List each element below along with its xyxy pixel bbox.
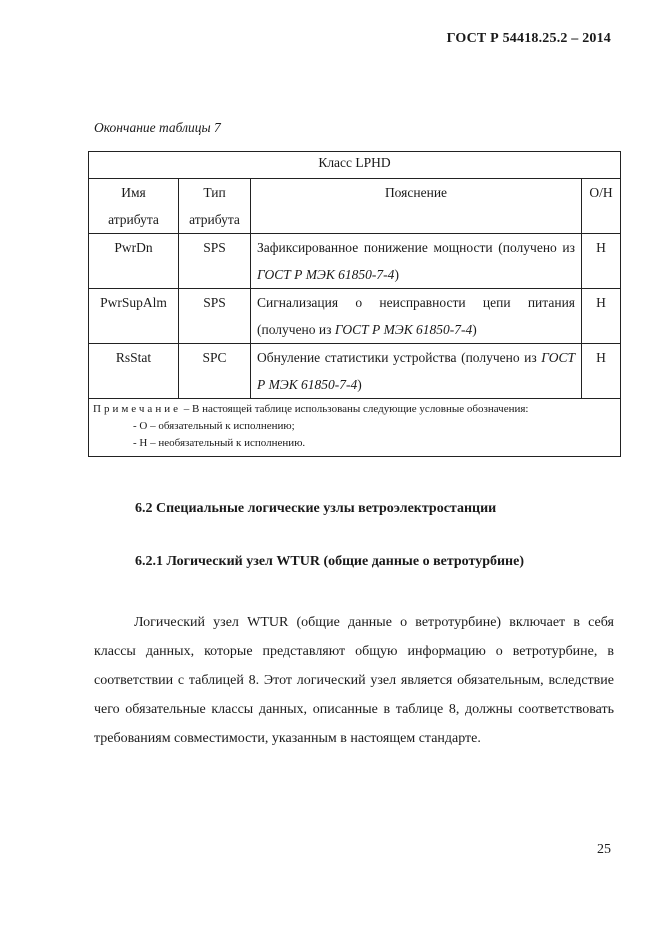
col-header-type: Тип атрибута [179, 179, 251, 234]
note-text: – В настоящей таблице использованы следующие условные обозначения: [180, 403, 529, 415]
cell-desc: Зафиксированное понижение мощности (получено из ГОСТ Р МЭК 61850-7-4) [251, 234, 582, 289]
table-class-row [89, 152, 621, 179]
attributes-table [88, 151, 621, 457]
cell-name: PwrDn [89, 234, 179, 289]
col-header-desc: Пояснение [251, 179, 582, 234]
table-caption: Окончание таблицы 7 [94, 120, 221, 135]
note-item: - О – обязательный к исполнению; [133, 420, 295, 432]
section-heading: 6.2 Специальные логические узлы ветроэлектростанции [135, 501, 497, 516]
note-item: - Н – необязательный к исполнению. [133, 437, 306, 449]
note-label: Примечание [93, 403, 181, 415]
cell-mo: Н [582, 344, 621, 399]
page-number: 25 [597, 842, 611, 857]
document-header: ГОСТ Р 54418.25.2 – 2014 [446, 31, 611, 46]
body-paragraph: Логический узел WTUR (общие данные о ветротурбине) включает в себя классы данных, которые представляют общую информацию о ветротурбине, в соответствии с таблицей 8. Этот логический узел является обязательным, вследствие чего обязательные классы данных, описанные в таблице 8, должны соответствовать требованиям совместимости, указанным в настоящем стандарте. [94, 615, 614, 746]
table-row [89, 289, 621, 344]
cell-type: SPS [179, 289, 251, 344]
table-note [89, 399, 621, 457]
cell-type: SPS [179, 234, 251, 289]
cell-mo: Н [582, 234, 621, 289]
table-row [89, 344, 621, 399]
col-header-mo: О/Н [582, 179, 621, 234]
cell-type: SPC [179, 344, 251, 399]
col-header-name: Имя атрибута [89, 179, 179, 234]
table-note-row [89, 399, 621, 457]
cell-mo: Н [582, 289, 621, 344]
table-row [89, 234, 621, 289]
cell-name: RsStat [89, 344, 179, 399]
class-title: Класс LPHD [89, 152, 621, 179]
cell-desc: Сигнализация о неисправности цепи питания (получено из ГОСТ Р МЭК 61850-7-4) [251, 289, 582, 344]
cell-desc: Обнуление статистики устройства (получено из ГОСТ Р МЭК 61850-7-4) [251, 344, 582, 399]
cell-name: PwrSupAlm [89, 289, 179, 344]
table-header-row [89, 179, 621, 234]
subsection-heading: 6.2.1 Логический узел WTUR (общие данные о ветротурбине) [135, 554, 524, 569]
